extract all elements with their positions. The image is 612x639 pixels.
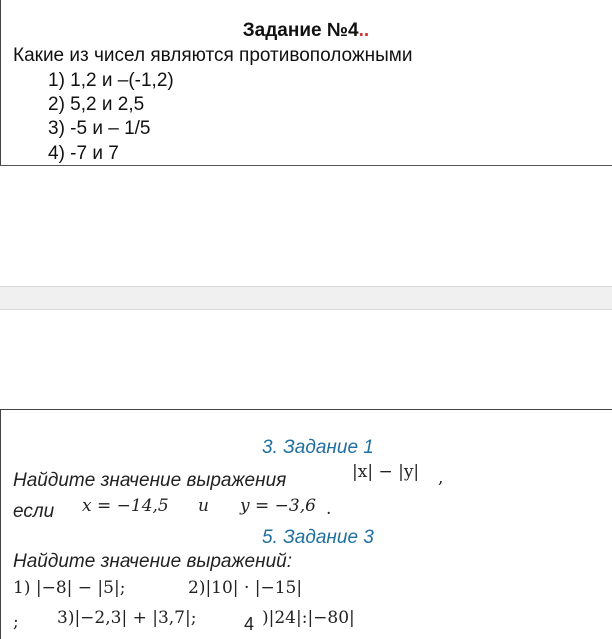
task-c-expr-4-number: 4 [244, 614, 255, 634]
task-c-expr-3: 3)|−2,3| + |3,7|; [57, 608, 197, 628]
bottom-block-top-border [0, 409, 612, 410]
bottom-block-left-border [0, 409, 1, 639]
task4-title-dots: .. [358, 20, 370, 41]
task4-question: Какие из чисел являются противоположными [13, 45, 413, 66]
task-b-expression: |x| − |y| [352, 462, 420, 482]
task4-title-text: Задание №4 [242, 20, 359, 41]
task-b-prompt: Найдите значение выражения [13, 470, 287, 491]
task4-option-3: 3) -5 и – 1/5 [48, 118, 151, 139]
task4-title [0, 20, 612, 42]
task-b-period: . [326, 499, 332, 519]
task4-option-4: 4) -7 и 7 [48, 143, 119, 164]
task-c-expr-4: )|24|:|−80| [262, 608, 355, 628]
top-block-bottom-border [0, 165, 612, 166]
task-c-heading: 5. Задание 3 [262, 527, 374, 548]
task4-option-1: 1) 1,2 и –(-1,2) [48, 70, 174, 91]
task-c-expr-2: 2)|10| · |−15| [188, 578, 303, 598]
separator-band [0, 286, 612, 310]
task-b-comma: , [438, 468, 444, 488]
task-c-semicolon: ; [13, 612, 19, 632]
task-b-and-word: и [198, 496, 209, 516]
task-b-x-value: x = −14,5 [82, 496, 169, 516]
task-c-expr-1: 1) |−8| − |5|; [13, 578, 126, 598]
task-b-y-value: y = −3,6 [240, 496, 316, 516]
task-b-heading: 3. Задание 1 [262, 437, 374, 458]
task-b-if-word: если [13, 501, 55, 522]
task4-option-2: 2) 5,2 и 2,5 [48, 94, 145, 115]
task-c-prompt: Найдите значение выражений: [13, 551, 292, 572]
